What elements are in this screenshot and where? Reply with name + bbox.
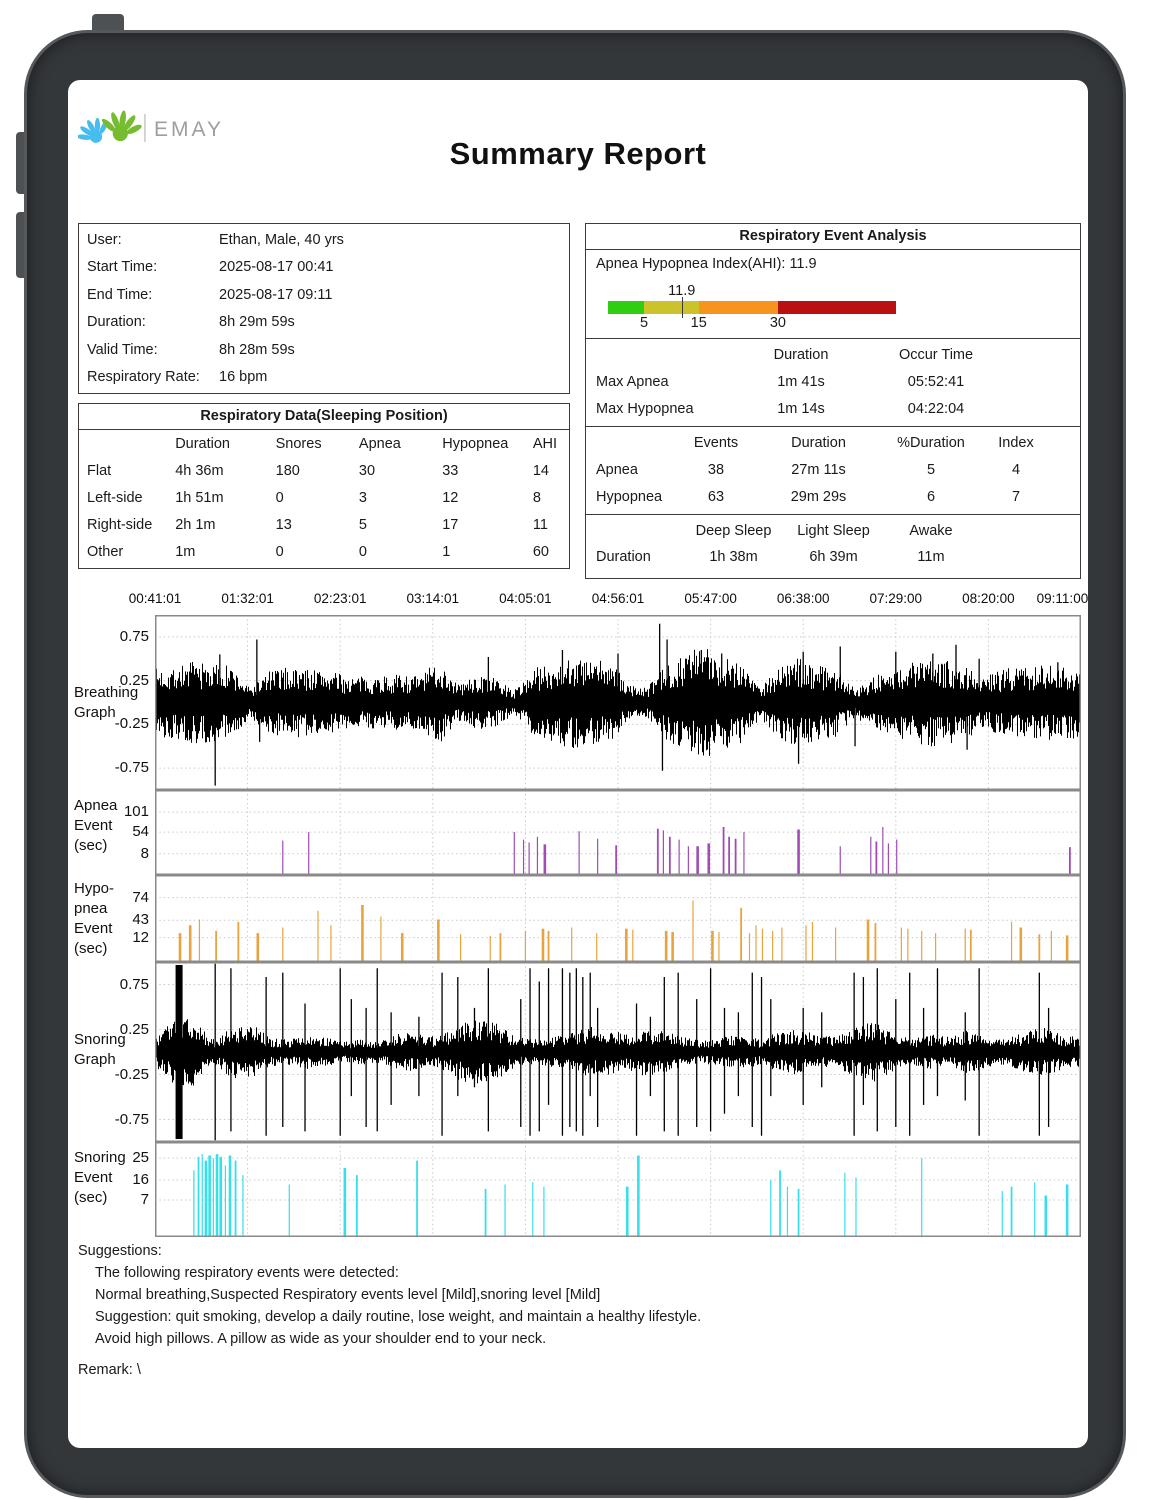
breathing-label: Breathing Graph [74,684,139,721]
left-side-apnea: 3 [358,489,367,506]
other-hypopnea: 1 [442,543,451,560]
ahi-gauge-tick-label: 15 [690,315,707,331]
user-value: Ethan, Male, 40 yrs [219,231,344,248]
suggestion-line-1: The following respiratory events were detected: [95,1265,399,1281]
breathing-ytick: 0.75 [119,627,149,645]
events-duration-header: Duration [791,434,846,451]
start-time-label: Start Time: [87,259,158,276]
max-apnea-label: Max Apnea [596,373,669,390]
suggestion-line-2: Normal breathing,Suspected Respiratory events level [Mild],snoring level [Mild] [95,1287,601,1303]
flat-ahi: 14 [532,462,549,479]
apnea-events: 38 [707,461,725,478]
col-duration: Duration [175,435,230,452]
flat-snores: 180 [275,462,300,479]
time-axis-label: 01:32:01 [221,591,274,606]
sleep-duration-label: Duration [596,549,651,565]
snoring-ytick: 0.75 [119,975,149,993]
emay-wordmark: EMAY [154,118,224,141]
col-snores: Snores [275,435,322,452]
hypopnea-duration: 29m 29s [790,488,847,505]
max-hypopnea-occur: 04:22:04 [907,400,965,417]
left-side-snores: 0 [275,489,284,506]
max-duration-header: Duration [773,346,829,363]
valid-time-value: 8h 28m 59s [219,341,295,358]
breathing-ytick: -0.75 [114,759,149,777]
max-hypopnea-label: Max Hypopnea [596,400,694,417]
snoring-event-ytick: 7 [140,1190,149,1208]
hypopnea-event-ytick: 43 [132,911,149,929]
snoring-label: Snoring Graph [74,1031,126,1068]
max-hypopnea-duration: 1m 14s [777,400,825,417]
snoring-event-label: Snoring Event (sec) [74,1149,126,1206]
left-side-label: Left-side [87,489,143,506]
position-table-title: Respiratory Data(Sleeping Position) [79,404,569,430]
flat-label: Flat [87,462,112,479]
snoring-event-ytick: 25 [132,1149,149,1167]
hypopnea-event-label: Hypo- pnea Event (sec) [74,880,115,957]
breathing-ytick: 0.25 [119,671,149,689]
other-snores: 0 [275,543,284,560]
other-label: Other [87,543,124,560]
suggestions-heading: Suggestions: [78,1243,162,1259]
apnea-event-ytick: 101 [123,803,149,821]
hypopnea-event-plot [155,875,1081,962]
ahi-gauge-tick-label: 5 [639,315,649,331]
events-header: Events [693,434,739,451]
deep-sleep-header: Deep Sleep [695,523,772,539]
time-axis-label: 04:56:01 [591,591,645,606]
snoring-ytick: -0.25 [114,1065,149,1083]
left-side-duration: 1h 51m [175,489,224,506]
right-side-apnea: 5 [358,516,367,533]
col-apnea: Apnea [358,435,401,452]
light-sleep-header: Light Sleep [797,523,870,539]
event-analysis-title: Respiratory Event Analysis [586,224,1080,250]
time-axis-label: 05:47:00 [684,591,737,606]
apnea-duration: 27m 11s [791,461,846,478]
time-axis-label: 02:23:01 [313,591,367,606]
breathing-ytick: -0.25 [114,715,149,733]
apnea-event-ytick: 54 [132,823,149,841]
max-apnea-duration: 1m 41s [777,373,825,390]
other-ahi: 60 [532,543,549,560]
suggestions-block [78,1240,701,1381]
snoring-event-plot [155,1142,1081,1237]
hypopnea-event-ytick: 12 [132,928,149,946]
time-axis-label: 08:20:00 [962,591,1015,606]
deep-sleep-value: 1h 38m [709,549,758,565]
col-hypopnea: Hypopnea [442,435,509,452]
report-screen [68,80,1088,1448]
time-axis-label: 06:38:00 [776,591,830,606]
apnea-event-plot [155,790,1081,875]
right-side-ahi: 11 [532,516,548,533]
hypopnea-event-ytick: 74 [132,888,149,906]
events-index-header: Index [998,434,1034,451]
light-sleep-value: 6h 39m [809,549,858,565]
other-duration: 1m [175,543,196,560]
remark-line: Remark: \ [78,1362,141,1378]
apnea-pctduration: 5 [926,461,936,478]
hypopnea-pctduration: 6 [926,488,936,505]
hypopnea-index: 7 [1011,488,1021,505]
page-title: Summary Report [449,136,707,171]
apnea-event-ytick: 8 [140,844,149,862]
col-ahi: AHI [532,435,558,452]
end-time-label: End Time: [87,286,153,303]
awake-header: Awake [909,523,953,539]
other-apnea: 0 [358,543,367,560]
snoring-event-ytick: 16 [132,1171,149,1188]
duration-value: 8h 29m 59s [219,314,295,331]
ahi-index-label: Apnea Hypopnea Index(AHI): 11.9 [596,256,817,272]
apnea-row-label: Apnea [596,461,638,478]
time-axis-label: 07:29:00 [869,591,923,606]
max-occur-header: Occur Time [898,346,974,363]
flat-hypopnea: 33 [442,462,459,479]
snoring-ytick: -0.75 [114,1110,149,1128]
respiratory-rate-value: 16 bpm [219,369,268,386]
duration-label: Duration: [87,314,146,331]
right-side-label: Right-side [87,516,153,533]
ahi-gauge-marker-label: 11.9 [668,283,696,299]
user-label: User: [87,231,122,248]
right-side-duration: 2h 1m [175,516,216,533]
time-axis-label: 00:41:01 [128,591,182,606]
time-axis-label: 09:11:00 [1036,591,1088,606]
apnea-index: 4 [1011,461,1021,478]
valid-time-label: Valid Time: [87,341,158,358]
max-apnea-occur: 05:52:41 [907,373,965,390]
left-side-hypopnea: 12 [442,489,459,506]
suggestion-line-4: Avoid high pillows. A pillow as wide as your shoulder end to your neck. [95,1331,547,1347]
awake-value: 11m [917,549,945,565]
flat-duration: 4h 36m [175,462,224,479]
flat-apnea: 30 [358,462,376,479]
hypopnea-events: 63 [707,488,725,505]
suggestion-line-3: Suggestion: quit smoking, develop a daily routine, lose weight, and maintain a healthy lifestyle. [95,1309,702,1325]
ahi-gauge-tick-label: 30 [769,315,786,331]
time-axis-label: 04:05:01 [499,591,552,606]
apnea-event-label: Apnea Event (sec) [74,797,118,854]
snoring-ytick: 0.25 [119,1020,149,1038]
left-side-ahi: 8 [532,489,541,506]
start-time-value: 2025-08-17 00:41 [219,259,334,276]
snoring-plot [155,962,1081,1142]
hypopnea-row-label: Hypopnea [596,488,663,505]
breathing-plot [155,615,1081,790]
right-side-hypopnea: 17 [442,516,459,533]
respiratory-rate-label: Respiratory Rate: [87,369,200,386]
time-axis-label: 03:14:01 [406,591,460,606]
events-pctduration-header: %Duration [897,434,965,451]
end-time-value: 2025-08-17 09:11 [219,286,333,303]
right-side-snores: 13 [275,516,292,533]
